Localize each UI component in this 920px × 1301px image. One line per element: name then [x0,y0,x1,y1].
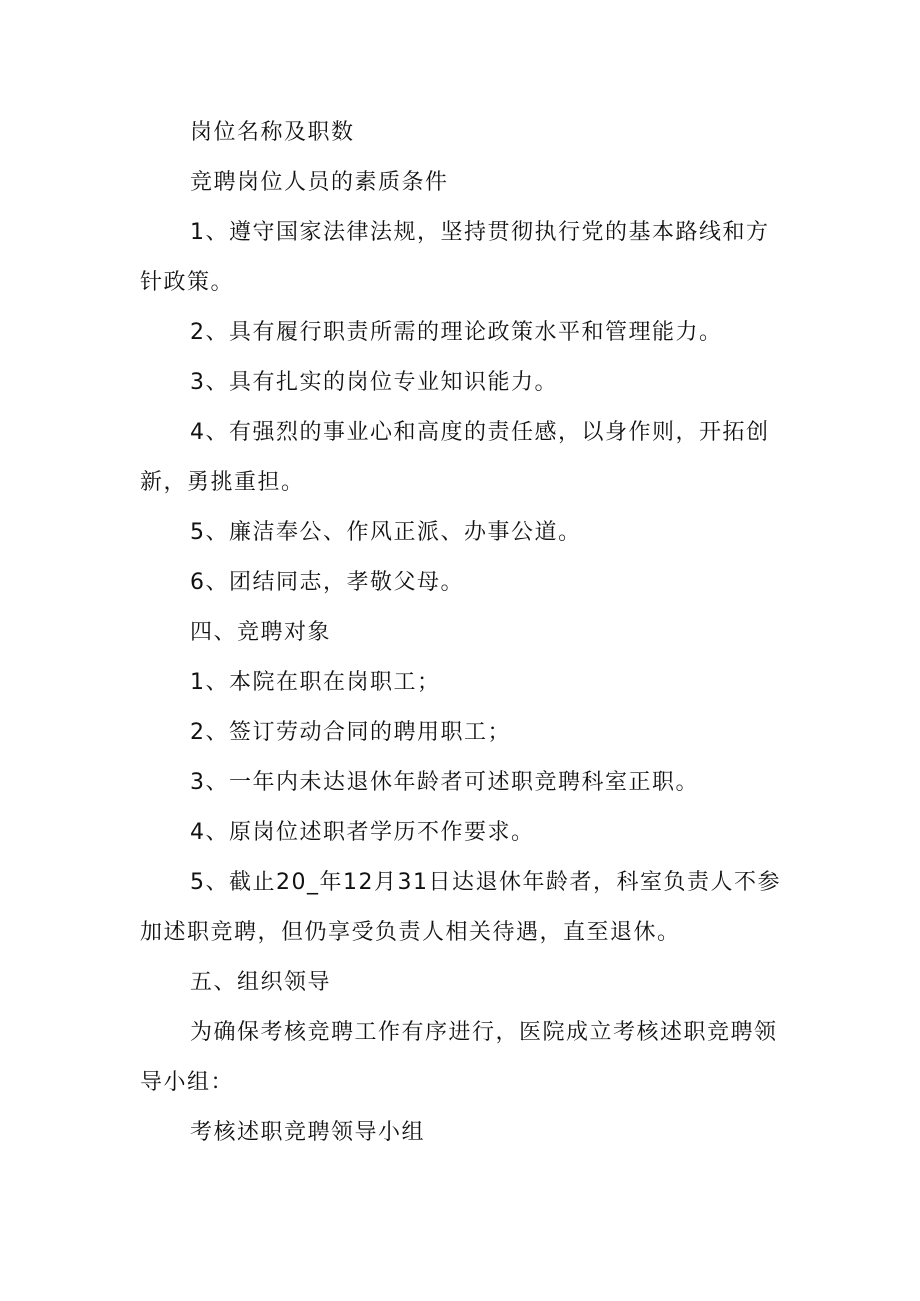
paragraph-leadership-group: 考核述职竞聘领导小组 [190,1120,426,1145]
paragraph-position-title: 岗位名称及职数 [190,120,355,145]
document-body [140,108,790,1158]
section-heading-candidates: 四、竞聘对象 [190,620,332,645]
paragraph-qualification-4: 4、有强烈的事业心和高度的责任感，以身作则，开拓创新，勇挑重担。 [140,420,770,495]
paragraph-qualification-6: 6、团结同志，孝敬父母。 [190,570,464,595]
paragraph-candidate-4: 4、原岗位述职者学历不作要求。 [190,820,535,845]
paragraph-candidate-3: 3、一年内未达退休年龄者可述职竞聘科室正职。 [190,770,699,795]
paragraph-qualifications-heading: 竞聘岗位人员的素质条件 [190,170,449,195]
paragraph-candidate-2: 2、签订劳动合同的聘用职工； [190,720,511,745]
paragraph-qualification-2: 2、具有履行职责所需的理论政策水平和管理能力。 [190,320,723,345]
section-heading-leadership: 五、组织领导 [190,970,332,995]
paragraph-qualification-1: 1、遵守国家法律法规，坚持贯彻执行党的基本路线和方针政策。 [140,220,770,295]
paragraph-candidate-1: 1、本院在职在岗职工； [190,670,441,695]
paragraph-qualification-5: 5、廉洁奉公、作风正派、办事公道。 [190,520,582,545]
paragraph-qualification-3: 3、具有扎实的岗位专业知识能力。 [190,370,558,395]
paragraph-leadership-intro: 为确保考核竞聘工作有序进行，医院成立考核述职竞聘领导小组： [140,1020,778,1095]
paragraph-candidate-5: 5、截止20_年12月31日达退休年龄者，科室负责人不参加述职竞聘，但仍享受负责人相关待遇，直至退休。 [140,870,781,945]
